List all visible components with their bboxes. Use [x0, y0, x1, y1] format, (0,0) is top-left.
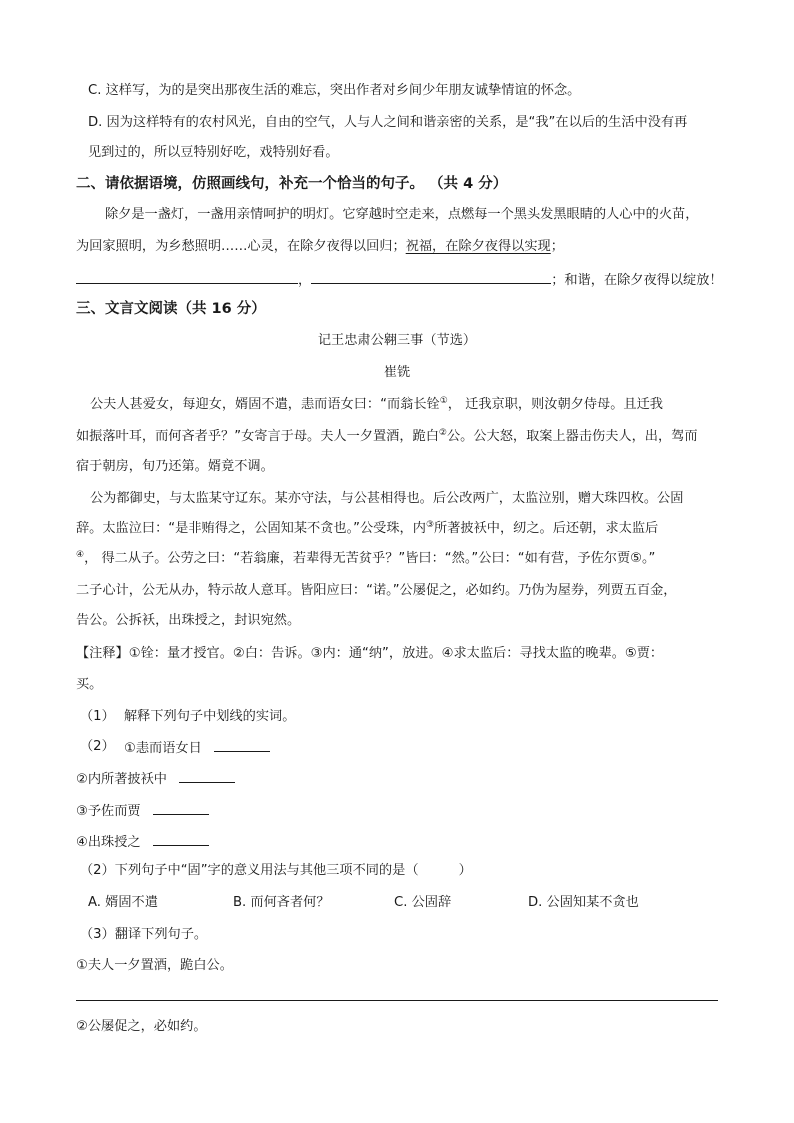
answer-blank-item-1[interactable]	[214, 738, 270, 752]
passage-p2-line2: 辞。太监泣曰：“是非贿得之，公固知某不贪也。”公受珠，内③所著披袄中，纫之。后还朝，求太监后	[76, 520, 659, 536]
line3-end-text: ；和谐，在除夕夜得以绽放！	[551, 273, 723, 288]
question1-label: （1）	[80, 709, 115, 724]
passage-p1-line3: 宿于朝房，旬乃还第。婿竟不调。	[76, 459, 274, 474]
choice-c[interactable]: C. 公固辞	[394, 895, 452, 910]
question3-stem: （3）翻译下列句子。	[80, 927, 208, 942]
passage-author: 崔铣	[383, 365, 411, 380]
option-d-line1: D. 因为这样特有的农村风光，自由的空气，人与人之间和谐亲密的关系，是“我”在以后的生活中没有再	[88, 115, 688, 130]
passage-p2-line5: 告公。公拆袄，出珠授之，封识宛然。	[76, 613, 301, 628]
answer-blank-2[interactable]	[311, 270, 551, 284]
choice-d[interactable]: D. 公固知某不贪也	[528, 895, 639, 910]
passage-p1-line1: 公夫人甚爱女，每迎女，婿固不遣，恚而语女曰：“而翁长铨①， 迁我京职，则汝朝夕侍母。且迁我	[90, 396, 663, 412]
answer-line-translate-1[interactable]	[76, 1000, 718, 1001]
answer-blank-item-3[interactable]	[153, 801, 209, 815]
word-item-2: ②内所著披袄中	[76, 769, 235, 789]
choice-b[interactable]: B. 而何吝者何？	[233, 895, 330, 910]
underlined-model-sentence: 祝福，在除夕夜得以实现	[405, 239, 551, 254]
section3-heading: 三、文言文阅读（共 16 分）	[76, 301, 266, 317]
section2-para-line1: 除夕是一盏灯，一盏用亲情呵护的明灯。它穿越时空走来，点燃每一个黑头发黑眼睛的人心中的火苗，	[105, 207, 699, 222]
translate-item-1: ①夫人一夕置酒，跪白公。	[76, 958, 233, 973]
section2-heading: 二、请依据语境，仿照画线句，补充一个恰当的句子。 （共 4 分）	[76, 176, 508, 192]
passage-p2-line3: ④， 得二从子。公劳之曰：“若翁廉，若辈得无苦贫乎？”皆曰：“然。”公曰：“如有营，予佐尔贾⑤。”	[76, 550, 656, 566]
passage-p2-line1: 公为都御史，与太监某守辽东。某亦守法，与公甚相得也。后公改两广，太监泣别，赠大珠四枚。公固	[90, 491, 684, 506]
question-gu-stem: （2）下列句子中“固”字的意义用法与其他三项不同的是（ ）	[80, 863, 472, 878]
question1-text: 解释下列句子中划线的实词。	[124, 709, 296, 724]
word-item-1: ①恚而语女日	[124, 738, 270, 758]
answer-blank-item-4[interactable]	[153, 832, 209, 846]
passage-p2-line4: 二子心计，公无从办，特示故人意耳。皆阳应曰：“诺。”公屡促之，必如约。乃伪为屋券，列贾五百金，	[76, 583, 677, 598]
note-marker-4: ④	[76, 550, 85, 560]
option-c: C. 这样写，为的是突出那夜生活的难忘，突出作者对乡间少年朋友诚挚情谊的怀念。	[88, 83, 581, 98]
translate-item-2: ②公屡促之，必如约。	[76, 1019, 207, 1034]
note-marker-3: ③	[425, 520, 435, 530]
para-line2-text: 为回家照明，为乡愁照明……心灵，在除夕夜得以回归；	[76, 239, 406, 254]
question2-label: （2）	[80, 739, 115, 754]
section2-para-line2: 为回家照明，为乡愁照明……心灵，在除夕夜得以回归；祝福，在除夕夜得以实现；	[76, 239, 564, 254]
option-d-line2: 见到过的，所以豆特别好吃，戏特别好看。	[88, 145, 339, 160]
answer-blank-item-2[interactable]	[179, 769, 235, 783]
section2-answer-line: ， ；和谐，在除夕夜得以绽放！	[76, 270, 723, 290]
note-marker-1: ①	[439, 396, 448, 406]
note-marker-2: ②	[438, 428, 447, 438]
passage-title: 记王忠肃公翱三事（节选）	[317, 333, 477, 348]
word-item-3: ③予佐而贾	[76, 801, 209, 821]
word-item-4: ④出珠授之	[76, 832, 209, 852]
answer-blank-1[interactable]	[76, 270, 298, 284]
choice-a[interactable]: A. 婿固不遣	[88, 895, 158, 910]
notes-line1: 【注释】①铨：量才授官。②白：告诉。③内：通“纳”，放进。④求太监后：寻找太监的晚辈。⑤贾：	[76, 646, 664, 661]
passage-p1-line2: 如振落叶耳，而何吝者乎？”女寄言于母。夫人一夕置酒，跪白②公。公大怒，取案上器击伤夫人，出，驾而	[76, 428, 698, 444]
notes-line2: 买。	[76, 677, 103, 692]
